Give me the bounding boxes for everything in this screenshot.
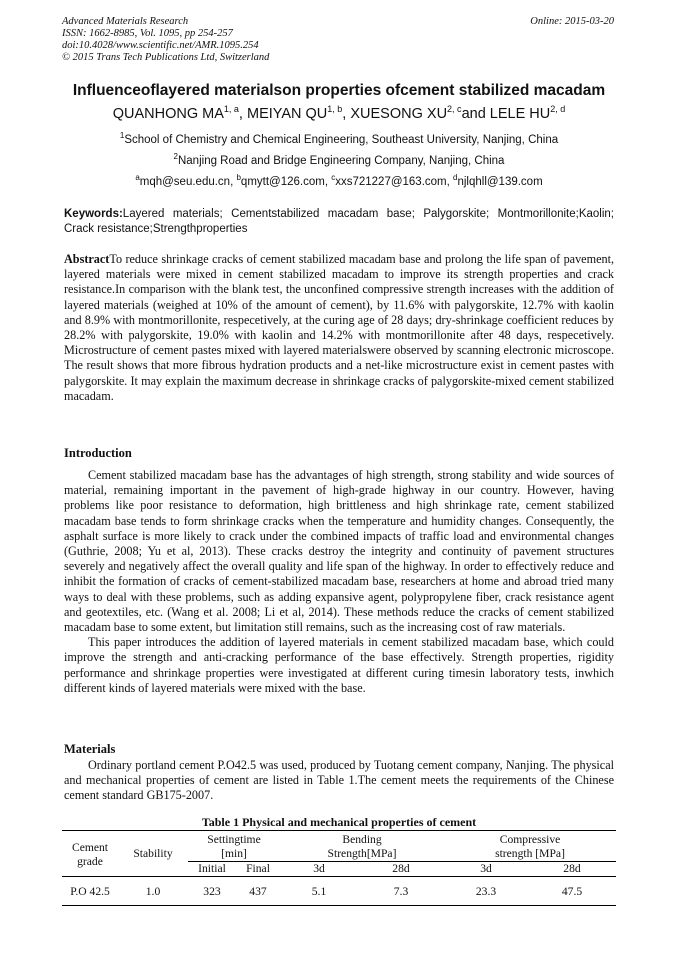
subheader-cell: 3d (444, 862, 528, 877)
journal-name: Advanced Materials Research (62, 16, 189, 27)
paragraph: This paper introduces the addition of layered materials in cement stabilized macadam base, which could improve the strength and anti-cracking performance of the base effectively. Strength properties, rigidity performance and shrinkage properties were investigated at different curing timesin laboratory tests, inwhich different kinds of layered materials were mixed with the base. (64, 635, 614, 695)
author-name: MEIYAN QU (246, 105, 328, 122)
header-text: Bending (342, 833, 382, 846)
header-text: Compressive (499, 833, 561, 846)
author-name: XUESONG XU (350, 105, 448, 122)
header-text: Strength[MPa] (327, 847, 397, 860)
author-sup: 1, b (327, 104, 343, 114)
email-sup: c (331, 173, 336, 182)
author-sup: 2, d (550, 104, 566, 114)
author-name: QUANHONG MA (112, 105, 224, 122)
affiliation-1 (0, 131, 678, 146)
subheader-cell: 3d (280, 862, 358, 877)
header-cell (62, 831, 118, 877)
materials-body (64, 758, 614, 804)
table-cell: P.O 42.5 (62, 877, 118, 906)
materials-heading: Materials (64, 742, 116, 756)
header-text: Cement (71, 840, 109, 854)
table-cell: 23.3 (444, 877, 528, 906)
journal-header (62, 16, 269, 64)
email-text: mqh@seu.edu.cn, (139, 175, 237, 188)
introduction-body (64, 468, 614, 696)
table-cell: 7.3 (358, 877, 444, 906)
email-sup: b (236, 173, 241, 182)
affiliation-sup: 2 (173, 152, 178, 161)
table-cell: 1.0 (118, 877, 188, 906)
subheader-cell: 28d (528, 862, 616, 877)
journal-copyright: © 2015 Trans Tech Publications Ltd, Switzerland (62, 52, 270, 63)
email-list (0, 173, 678, 188)
header-text: grade (77, 854, 103, 868)
keywords-label: Keywords: (64, 208, 123, 220)
journal-issn: ISSN: 1662-8985, Vol. 1095, pp 254-257 (62, 28, 233, 39)
email-text: qmytt@126.com, (240, 175, 332, 188)
author-sep: , (238, 105, 247, 122)
abstract-text: To reduce shrinkage cracks of cement stabilized macadam base and prolong the life span of pavement, layered materials were mixed in cement stabilized macadam to improve its strength properties and crack resistance.In comparison with the blank test, the unconfined compressive strength increases with the addition of layered materials (weighed at 10% of the amount of cement), by 11.6% with palygorskite, 12.7% with kaolin and 8.9% with montmorillonite, respecetively, at the curing age of 28 days; dry-shrinkage coefficient reduces by 28.2% with palygorskite, 19.0% with kaolin and 14.2% with montmorillonite after 48 days, respecetively. Microstructure of cement pastes mixed with layered materialswere observed by scanning electronic microscope. The result shows that more fibrous hydration products and a net-like microstructure exist in cement pastes with palygorskite. It may explain the maximum decrease in shrinkage cracks of palygorskite-mixed cement stabilized macadam. (64, 252, 614, 403)
online-date: Online: 2015-03-20 (530, 16, 614, 27)
header-cell (188, 831, 280, 862)
table-cell: 5.1 (280, 877, 358, 906)
author-name: LELE HU (489, 105, 551, 122)
journal-doi: doi:10.4028/www.scientific.net/AMR.1095.254 (62, 40, 259, 51)
affiliation-text: Nanjing Road and Bridge Engineering Company, Nanjing, China (177, 154, 505, 167)
author-sup: 1, a (223, 104, 239, 114)
email-sup: a (135, 173, 140, 182)
affiliation-2 (0, 152, 678, 167)
subheader-cell: Initial (188, 862, 236, 877)
author-sep: and (461, 105, 490, 122)
keywords (64, 207, 614, 237)
author-list (0, 104, 678, 122)
table-caption: Table 1 Physical and mechanical properties of cement (201, 815, 477, 829)
email-text: xxs721227@163.com, (335, 175, 454, 188)
paragraph: Ordinary portland cement P.O42.5 was used, produced by Tuotang cement company, Nanjing. The physical and mechanical properties of cement are listed in Table 1.The cement meets the requirements of the Chinese cement standard GB175-2007. (64, 758, 614, 803)
header-cell (280, 831, 444, 862)
paragraph: Cement stabilized macadam base has the advantages of high strength, strong stability and wide sources of material, remaining important in the pavement of high-grade highway in our country. However, having problems like poor resistance to deformation, high brittleness and high shrinkage rate, cement stabilized macadam base tends to form shrinkage cracks when the temperature and humidity changes. Consequently, the asphalt surface is more likely to crack under the combined impacts of traffic load and environmental changes (Guthrie, 2008; Yu et al, 2013). These cracks destroy the integrity and continuity of pavement structures severely and negatively affect the overall quality and life span of the highway. In order to effectively reduce and inhibit the formation of cracks of cement-stabilized macadam base, researchers at home and abroad tried many ways to deal with these problems, such as adding expansive agent, polypropylene fiber, crack resistance agent and geotextiles, etc. (Wang et al. 2008; Li et al, 2014). These methods reduce the cracks of cement stabilized macadam base to some extent, but limitation still remains, such as the increasing cost of raw materials. (64, 468, 614, 635)
author-sup: 2, c (447, 104, 462, 114)
paper-title: Influenceoflayered materialson properties ofcement stabilized macadam (72, 82, 606, 99)
properties-table (62, 830, 616, 906)
header-cell: Stability (118, 831, 188, 877)
email-sup: d (453, 173, 458, 182)
affiliation-text: School of Chemistry and Chemical Engineering, Southeast University, Nanjing, China (124, 133, 559, 146)
author-sep: , (342, 105, 351, 122)
header-text: Settingtime (207, 833, 261, 846)
abstract (64, 252, 614, 404)
header-text: [min] (221, 847, 247, 860)
subheader-cell: Final (236, 862, 280, 877)
table-cell: 323 (188, 877, 236, 906)
table-header-row (62, 831, 616, 862)
abstract-label: Abstract (64, 252, 110, 266)
header-text: strength [MPa] (495, 847, 565, 860)
introduction-heading: Introduction (64, 446, 132, 460)
keywords-text: Layered materials; Cementstabilized macadam base; Palygorskite; Montmorillonite;Kaolin; Crack resistance;Strengthproperties (64, 208, 614, 235)
affiliation-sup: 1 (119, 131, 125, 140)
subheader-cell: 28d (358, 862, 444, 877)
table-row (62, 877, 616, 906)
table-cell: 47.5 (528, 877, 616, 906)
header-cell (444, 831, 616, 862)
table-cell: 437 (236, 877, 280, 906)
email-text: njlqhll@139.com (457, 175, 543, 188)
